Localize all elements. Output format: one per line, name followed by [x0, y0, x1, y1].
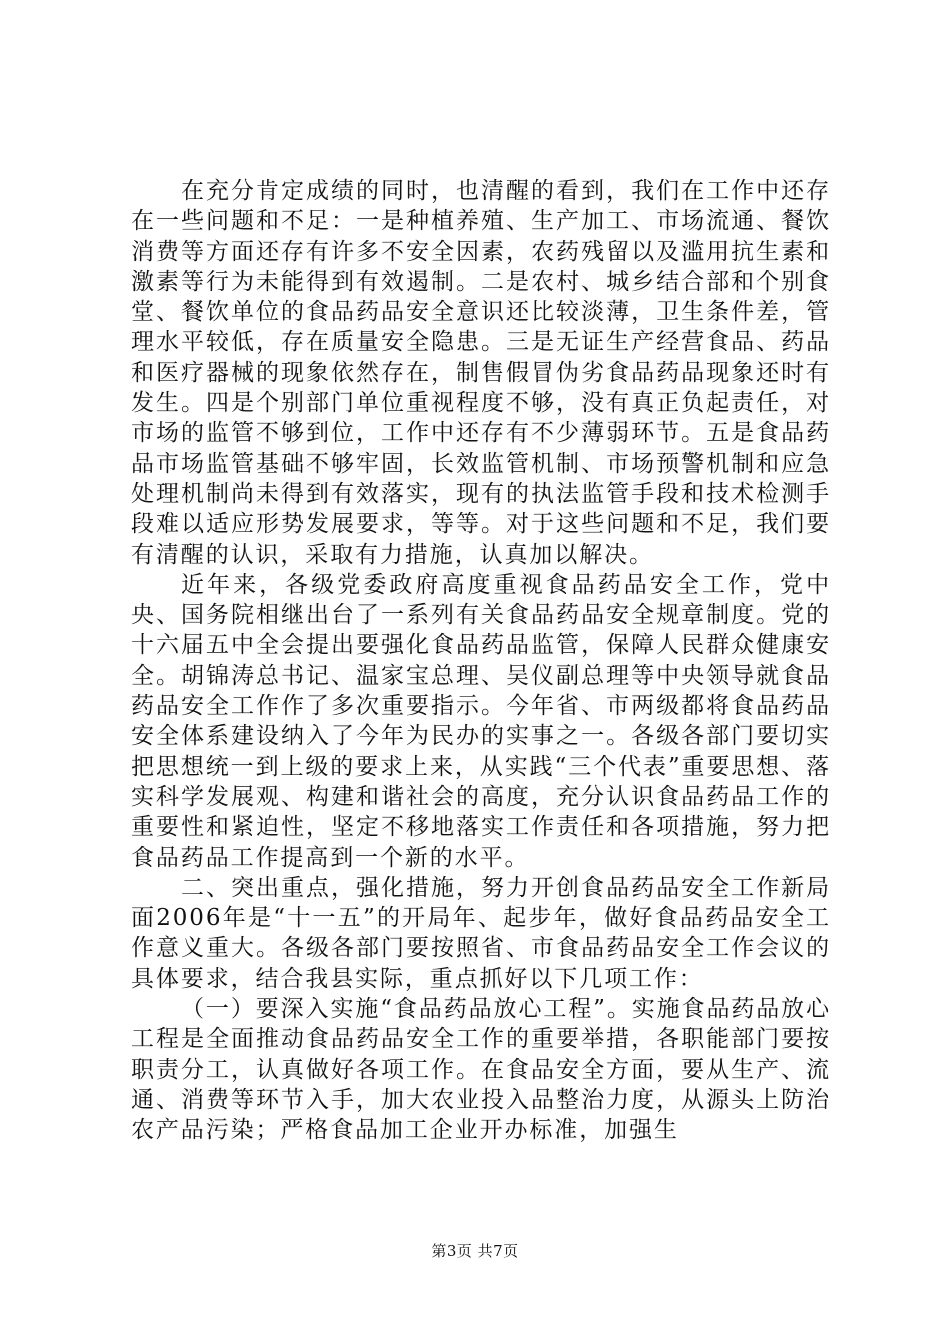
- paragraph-3: 二、突出重点，强化措施，努力开创食品药品安全工作新局面2006年是“十一五”的开局年、起步年，做好食品药品安全工作意义重大。各级各部门要按照省、市食品药品安全工作会议的具体要求，结合我县实际，重点抓好以下几项工作：: [131, 874, 831, 992]
- paragraph-1: 在充分肯定成绩的同时，也清醒的看到，我们在工作中还存在一些问题和不足：一是种植养殖、生产加工、市场流通、餐饮消费等方面还存有许多不安全因素，农药残留以及滥用抗生素和激素等行为未能得到有效遏制。二是农村、城乡结合部和个别食堂、餐饮单位的食品药品安全意识还比较淡薄，卫生条件差，管理水平较低，存在质量安全隐患。三是无证生产经营食品、药品和医疗器械的现象依然存在，制售假冒伪劣食品药品现象还时有发生。四是个别部门单位重视程度不够，没有真正负起责任，对市场的监管不够到位，工作中还存有不少薄弱环节。五是食品药品市场监管基础不够牢固，长效监管机制、市场预警机制和应急处理机制尚未得到有效落实，现有的执法监管手段和技术检测手段难以适应形势发展要求，等等。对于这些问题和不足，我们要有清醒的认识，采取有力措施，认真加以解决。: [131, 178, 831, 568]
- page-number-footer: 第3页 共7页: [431, 1242, 519, 1260]
- paragraph-2: 近年来，各级党委政府高度重视食品药品安全工作，党中央、国务院相继出台了一系列有关食品药品安全规章制度。党的十六届五中全会提出要强化食品药品监管，保障人民群众健康安全。胡锦涛总书记、温家宝总理、吴仪副总理等中央领导就食品药品安全工作作了多次重要指示。今年省、市两级都将食品药品安全体系建设纳入了今年为民办的实事之一。各级各部门要切实把思想统一到上级的要求上来，从实践“三个代表”重要思想、落实科学发展观、构建和谐社会的高度，充分认识食品药品工作的重要性和紧迫性，坚定不移地落实工作责任和各项措施，努力把食品药品工作提高到一个新的水平。: [131, 571, 831, 871]
- paragraph-4: （一）要深入实施“食品药品放心工程”。实施食品药品放心工程是全面推动食品药品安全工作的重要举措，各职能部门要按职责分工，认真做好各项工作。在食品安全方面，要从生产、流通、消费等环节入手，加大农业投入品整治力度，从源头上防治农产品污染；严格食品加工企业开办标准，加强生: [131, 996, 831, 1144]
- document-body: [131, 176, 831, 1146]
